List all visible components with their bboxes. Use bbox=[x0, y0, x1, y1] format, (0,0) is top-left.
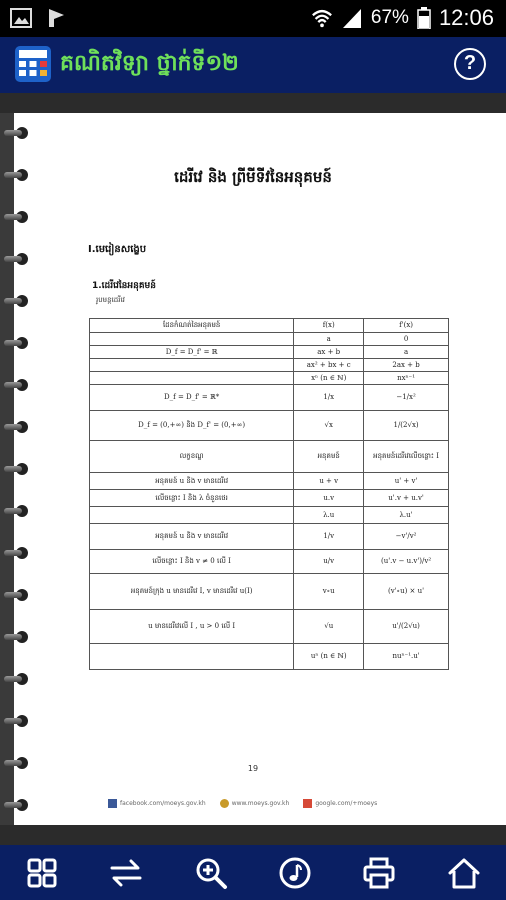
spiral-ring bbox=[4, 505, 28, 517]
table-row bbox=[90, 507, 449, 524]
table-cell: អនុគមន៍ u និង v មានដេរីវេ bbox=[90, 524, 294, 550]
table-row bbox=[90, 550, 449, 574]
spiral-ring bbox=[4, 673, 28, 685]
zoom-in-icon bbox=[194, 856, 228, 890]
table-cell: D_f = (0,+∞) និង D_f' = (0,+∞) bbox=[90, 411, 294, 441]
zoom-in-button[interactable] bbox=[191, 853, 231, 893]
signal-icon bbox=[341, 7, 363, 29]
table-row bbox=[90, 319, 449, 333]
table-cell: u'.v + u.v' bbox=[364, 490, 449, 507]
image-notification-icon bbox=[10, 7, 32, 29]
table-cell: a bbox=[364, 346, 449, 359]
table-cell: 1/x bbox=[294, 385, 364, 411]
table-cell: f(x) bbox=[294, 319, 364, 333]
music-button[interactable] bbox=[275, 853, 315, 893]
subsubsection-heading: រូបមន្តដេរីវេ bbox=[96, 296, 125, 304]
website-link[interactable]: www.moeys.gov.kh bbox=[220, 799, 290, 808]
spiral-ring bbox=[4, 211, 28, 223]
spiral-ring bbox=[4, 379, 28, 391]
calculator-logo-icon bbox=[14, 45, 52, 83]
table-cell: D_f = D_f' = ℝ* bbox=[90, 385, 294, 411]
table-cell: អនុគមន៍ដេរីវេលើចន្លោះ I bbox=[364, 441, 449, 473]
table-cell: u + v bbox=[294, 473, 364, 490]
table-row bbox=[90, 372, 449, 385]
battery-icon bbox=[417, 7, 431, 29]
table-cell: v∘u bbox=[294, 574, 364, 610]
table-cell: u' + v' bbox=[364, 473, 449, 490]
music-note-icon bbox=[278, 856, 312, 890]
clock: 12:06 bbox=[438, 5, 494, 30]
table-cell: −1/x² bbox=[364, 385, 449, 411]
google-plus-icon bbox=[303, 799, 312, 808]
table-cell: ដែនកំណត់នៃអនុគមន៍ bbox=[90, 319, 294, 333]
table-cell: f'(x) bbox=[364, 319, 449, 333]
table-cell: u/v bbox=[294, 550, 364, 574]
table-cell: u មានដេរីវេលើ I , u > 0 លើ I bbox=[90, 610, 294, 644]
table-cell: (v'∘u) × u' bbox=[364, 574, 449, 610]
app-title: គណិតវិទ្យា ថ្នាក់ទី១២ bbox=[60, 51, 239, 76]
table-cell: លើចន្លោះ I និង v ≠ 0 លើ I bbox=[90, 550, 294, 574]
swap-icon bbox=[109, 856, 143, 890]
ministry-seal-icon bbox=[220, 799, 229, 808]
print-button[interactable] bbox=[359, 853, 399, 893]
table-cell: ax² + bx + c bbox=[294, 359, 364, 372]
spiral-ring bbox=[4, 799, 28, 811]
section-heading: I.មេរៀនសង្ខេប bbox=[88, 244, 147, 255]
table-cell: uⁿ (n ∈ ℕ) bbox=[294, 644, 364, 670]
spiral-ring bbox=[4, 631, 28, 643]
table-row bbox=[90, 610, 449, 644]
table-row bbox=[90, 574, 449, 610]
flag-notification-icon bbox=[46, 7, 68, 29]
table-row bbox=[90, 385, 449, 411]
table-row bbox=[90, 524, 449, 550]
table-cell: 1/(2√x) bbox=[364, 411, 449, 441]
wifi-icon bbox=[311, 7, 333, 29]
spiral-ring bbox=[4, 127, 28, 139]
footer-links bbox=[108, 799, 377, 808]
facebook-icon bbox=[108, 799, 117, 808]
table-cell: a bbox=[294, 333, 364, 346]
bottom-toolbar bbox=[0, 845, 506, 900]
spiral-ring bbox=[4, 547, 28, 559]
grid-icon bbox=[25, 856, 59, 890]
spiral-ring bbox=[4, 253, 28, 265]
app-bar bbox=[0, 37, 506, 93]
page-number: 19 bbox=[247, 764, 259, 773]
home-button[interactable] bbox=[444, 853, 484, 893]
table-row bbox=[90, 490, 449, 507]
table-cell: ax + b bbox=[294, 346, 364, 359]
table-cell: √u bbox=[294, 610, 364, 644]
table-cell: u.v bbox=[294, 490, 364, 507]
table-cell bbox=[90, 372, 294, 385]
help-button[interactable]: ? bbox=[454, 48, 486, 80]
table-cell: អនុគមន៍ bbox=[294, 441, 364, 473]
table-cell: λ.u' bbox=[364, 507, 449, 524]
table-cell: លើចន្លោះ I និង λ ចំនួនថេរ bbox=[90, 490, 294, 507]
home-icon bbox=[447, 856, 481, 890]
table-cell: nuⁿ⁻¹.u' bbox=[364, 644, 449, 670]
table-cell bbox=[90, 644, 294, 670]
status-bar bbox=[0, 0, 506, 37]
subsection-heading: 1.ដេរីវេនៃអនុគមន៍ bbox=[92, 281, 156, 291]
table-cell: 0 bbox=[364, 333, 449, 346]
table-row bbox=[90, 346, 449, 359]
table-cell: u'/(2√u) bbox=[364, 610, 449, 644]
table-row bbox=[90, 333, 449, 346]
google-link[interactable]: google.com/+moeys bbox=[303, 799, 377, 808]
table-cell: D_f = D_f' = ℝ bbox=[90, 346, 294, 359]
document-title: ដេរីវេ និង ព្រីមីទីវនៃអនុគមន៍ bbox=[174, 168, 332, 186]
table-cell: −v'/v² bbox=[364, 524, 449, 550]
table-row bbox=[90, 644, 449, 670]
spiral-ring bbox=[4, 295, 28, 307]
table-cell: លក្ខខណ្ឌ bbox=[90, 441, 294, 473]
table-cell: (u'.v − u.v')/v² bbox=[364, 550, 449, 574]
table-cell: √x bbox=[294, 411, 364, 441]
table-cell: 1/v bbox=[294, 524, 364, 550]
derivative-formula-table bbox=[89, 318, 449, 670]
table-row bbox=[90, 441, 449, 473]
table-cell: 2ax + b bbox=[364, 359, 449, 372]
spiral-ring bbox=[4, 463, 28, 475]
battery-percent: 67% bbox=[370, 7, 409, 28]
print-icon bbox=[362, 856, 396, 890]
table-cell bbox=[90, 507, 294, 524]
grid-button[interactable] bbox=[22, 853, 62, 893]
spiral-ring bbox=[4, 715, 28, 727]
spiral-ring bbox=[4, 337, 28, 349]
swap-button[interactable] bbox=[106, 853, 146, 893]
table-cell: អនុគមន៍ u និង v មានដេរីវេ bbox=[90, 473, 294, 490]
table-cell: អនុគមន៍ក្រុង u មានដេរីវេ I, v មានដេរីវេ u(I) bbox=[90, 574, 294, 610]
table-cell: λ.u bbox=[294, 507, 364, 524]
facebook-link[interactable]: facebook.com/moeys.gov.kh bbox=[108, 799, 206, 808]
table-row bbox=[90, 411, 449, 441]
table-row bbox=[90, 473, 449, 490]
table-cell: nxⁿ⁻¹ bbox=[364, 372, 449, 385]
spiral-ring bbox=[4, 421, 28, 433]
table-cell bbox=[90, 333, 294, 346]
table-cell: xⁿ (n ∈ ℕ) bbox=[294, 372, 364, 385]
spiral-ring bbox=[4, 589, 28, 601]
table-row bbox=[90, 359, 449, 372]
table-cell bbox=[90, 359, 294, 372]
